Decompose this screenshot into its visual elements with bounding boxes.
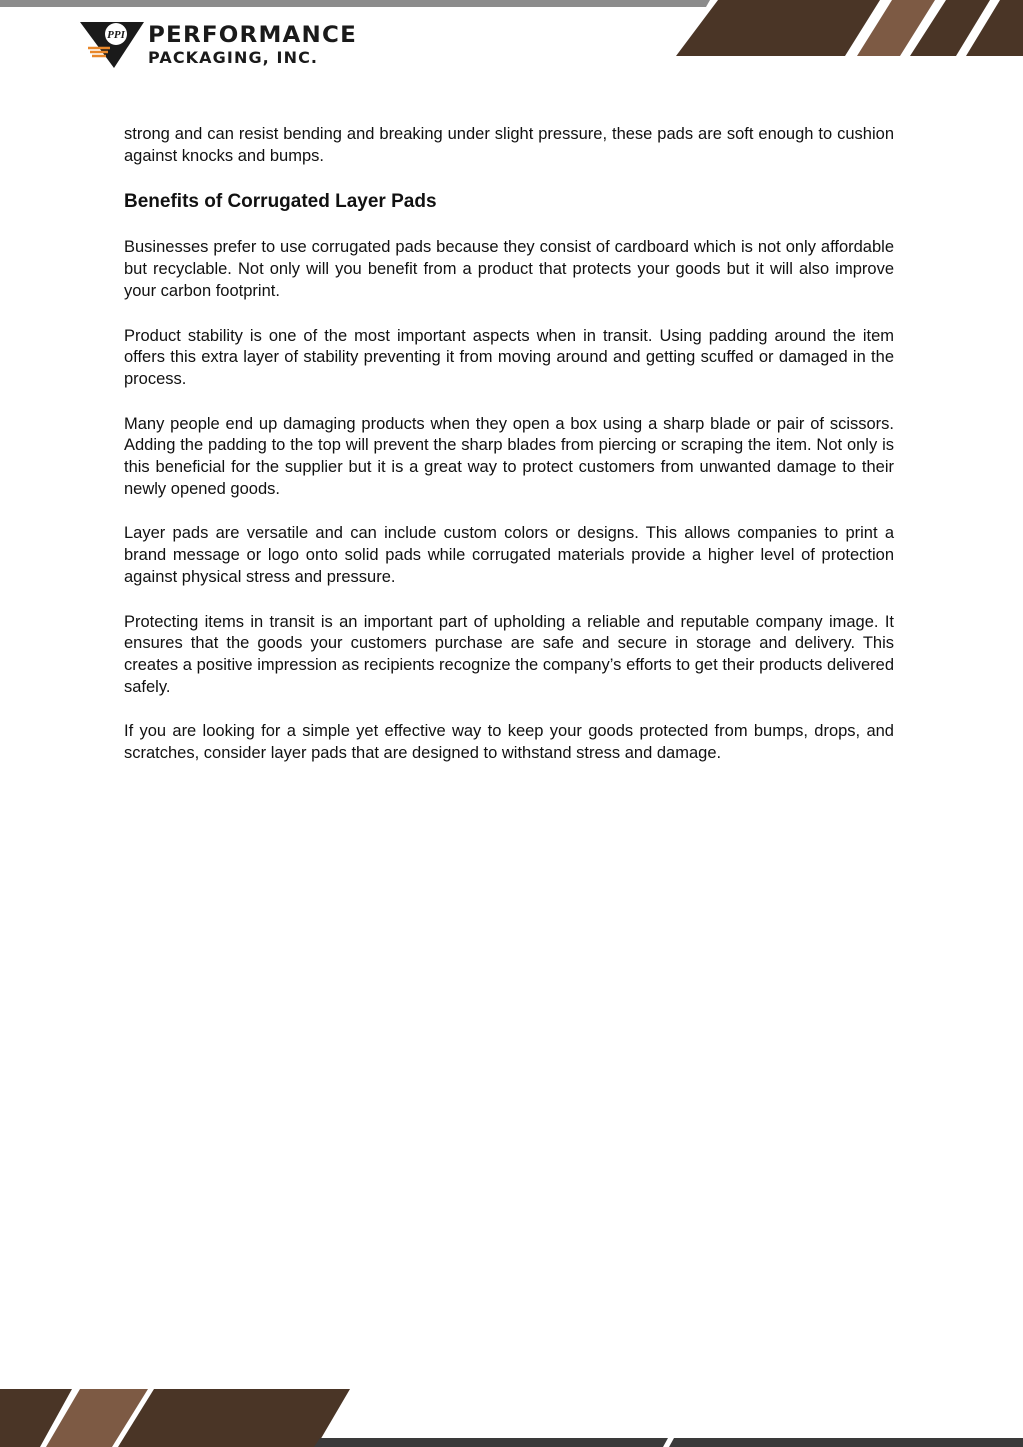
footer-decoration bbox=[0, 1385, 1023, 1447]
body-paragraph: Businesses prefer to use corrugated pads because they consist of cardboard which is not only affordable but recyclable. Not only will you benefit from a product that protects your goods but it will also improve your carbon footprint. bbox=[124, 238, 894, 300]
intro-continuation-paragraph: strong and can resist bending and breaking under slight pressure, these pads are soft enough to cushion against knocks and bumps. bbox=[124, 125, 894, 165]
logo-name-line2: PACKAGING, INC. bbox=[148, 47, 319, 67]
header-brown-block bbox=[676, 0, 880, 56]
body-paragraph: Product stability is one of the most important aspects when in transit. Using padding around the item offers this extra layer of stability preventing it from moving around and getting scuffed or damaged in the process. bbox=[124, 326, 894, 388]
body-paragraph: Protecting items in transit is an important part of upholding a reliable and reputable company image. It ensures that the goods your customers purchase are safe and secure in storage and delivery. This creates a positive impression as recipients recognize the company’s efforts to get their products delivered safely. bbox=[124, 612, 894, 696]
logo-wordmark bbox=[148, 22, 357, 67]
document-body bbox=[124, 124, 894, 788]
body-paragraph: Layer pads are versatile and can include custom colors or designs. This allows companies to print a brand message or logo onto solid pads while corrugated materials provide a higher level of protection against physical stress and pressure. bbox=[124, 524, 894, 586]
body-paragraph: If you are looking for a simple yet effective way to keep your goods protected from bumps, drops, and scratches, consider layer pads that are designed to withstand stress and damage. bbox=[124, 722, 894, 763]
logo-monogram: PPI bbox=[107, 29, 125, 41]
header-gray-stripe bbox=[0, 0, 710, 7]
ppi-shield-icon bbox=[78, 18, 148, 72]
footer-brown-block bbox=[118, 1389, 350, 1447]
logo-name-line1: PERFORMANCE bbox=[148, 22, 357, 48]
body-paragraph: Many people end up damaging products when they open a box using a sharp blade or pair of scissors. Adding the padding to the top will prevent the sharp blades from piercing or scraping the item. Not only is this beneficial for the supplier but it is a great way to protect customers from unwanted damage to their newly opened goods. bbox=[124, 414, 894, 498]
company-logo bbox=[78, 18, 357, 72]
section-heading: Benefits of Corrugated Layer Pads bbox=[124, 191, 437, 213]
